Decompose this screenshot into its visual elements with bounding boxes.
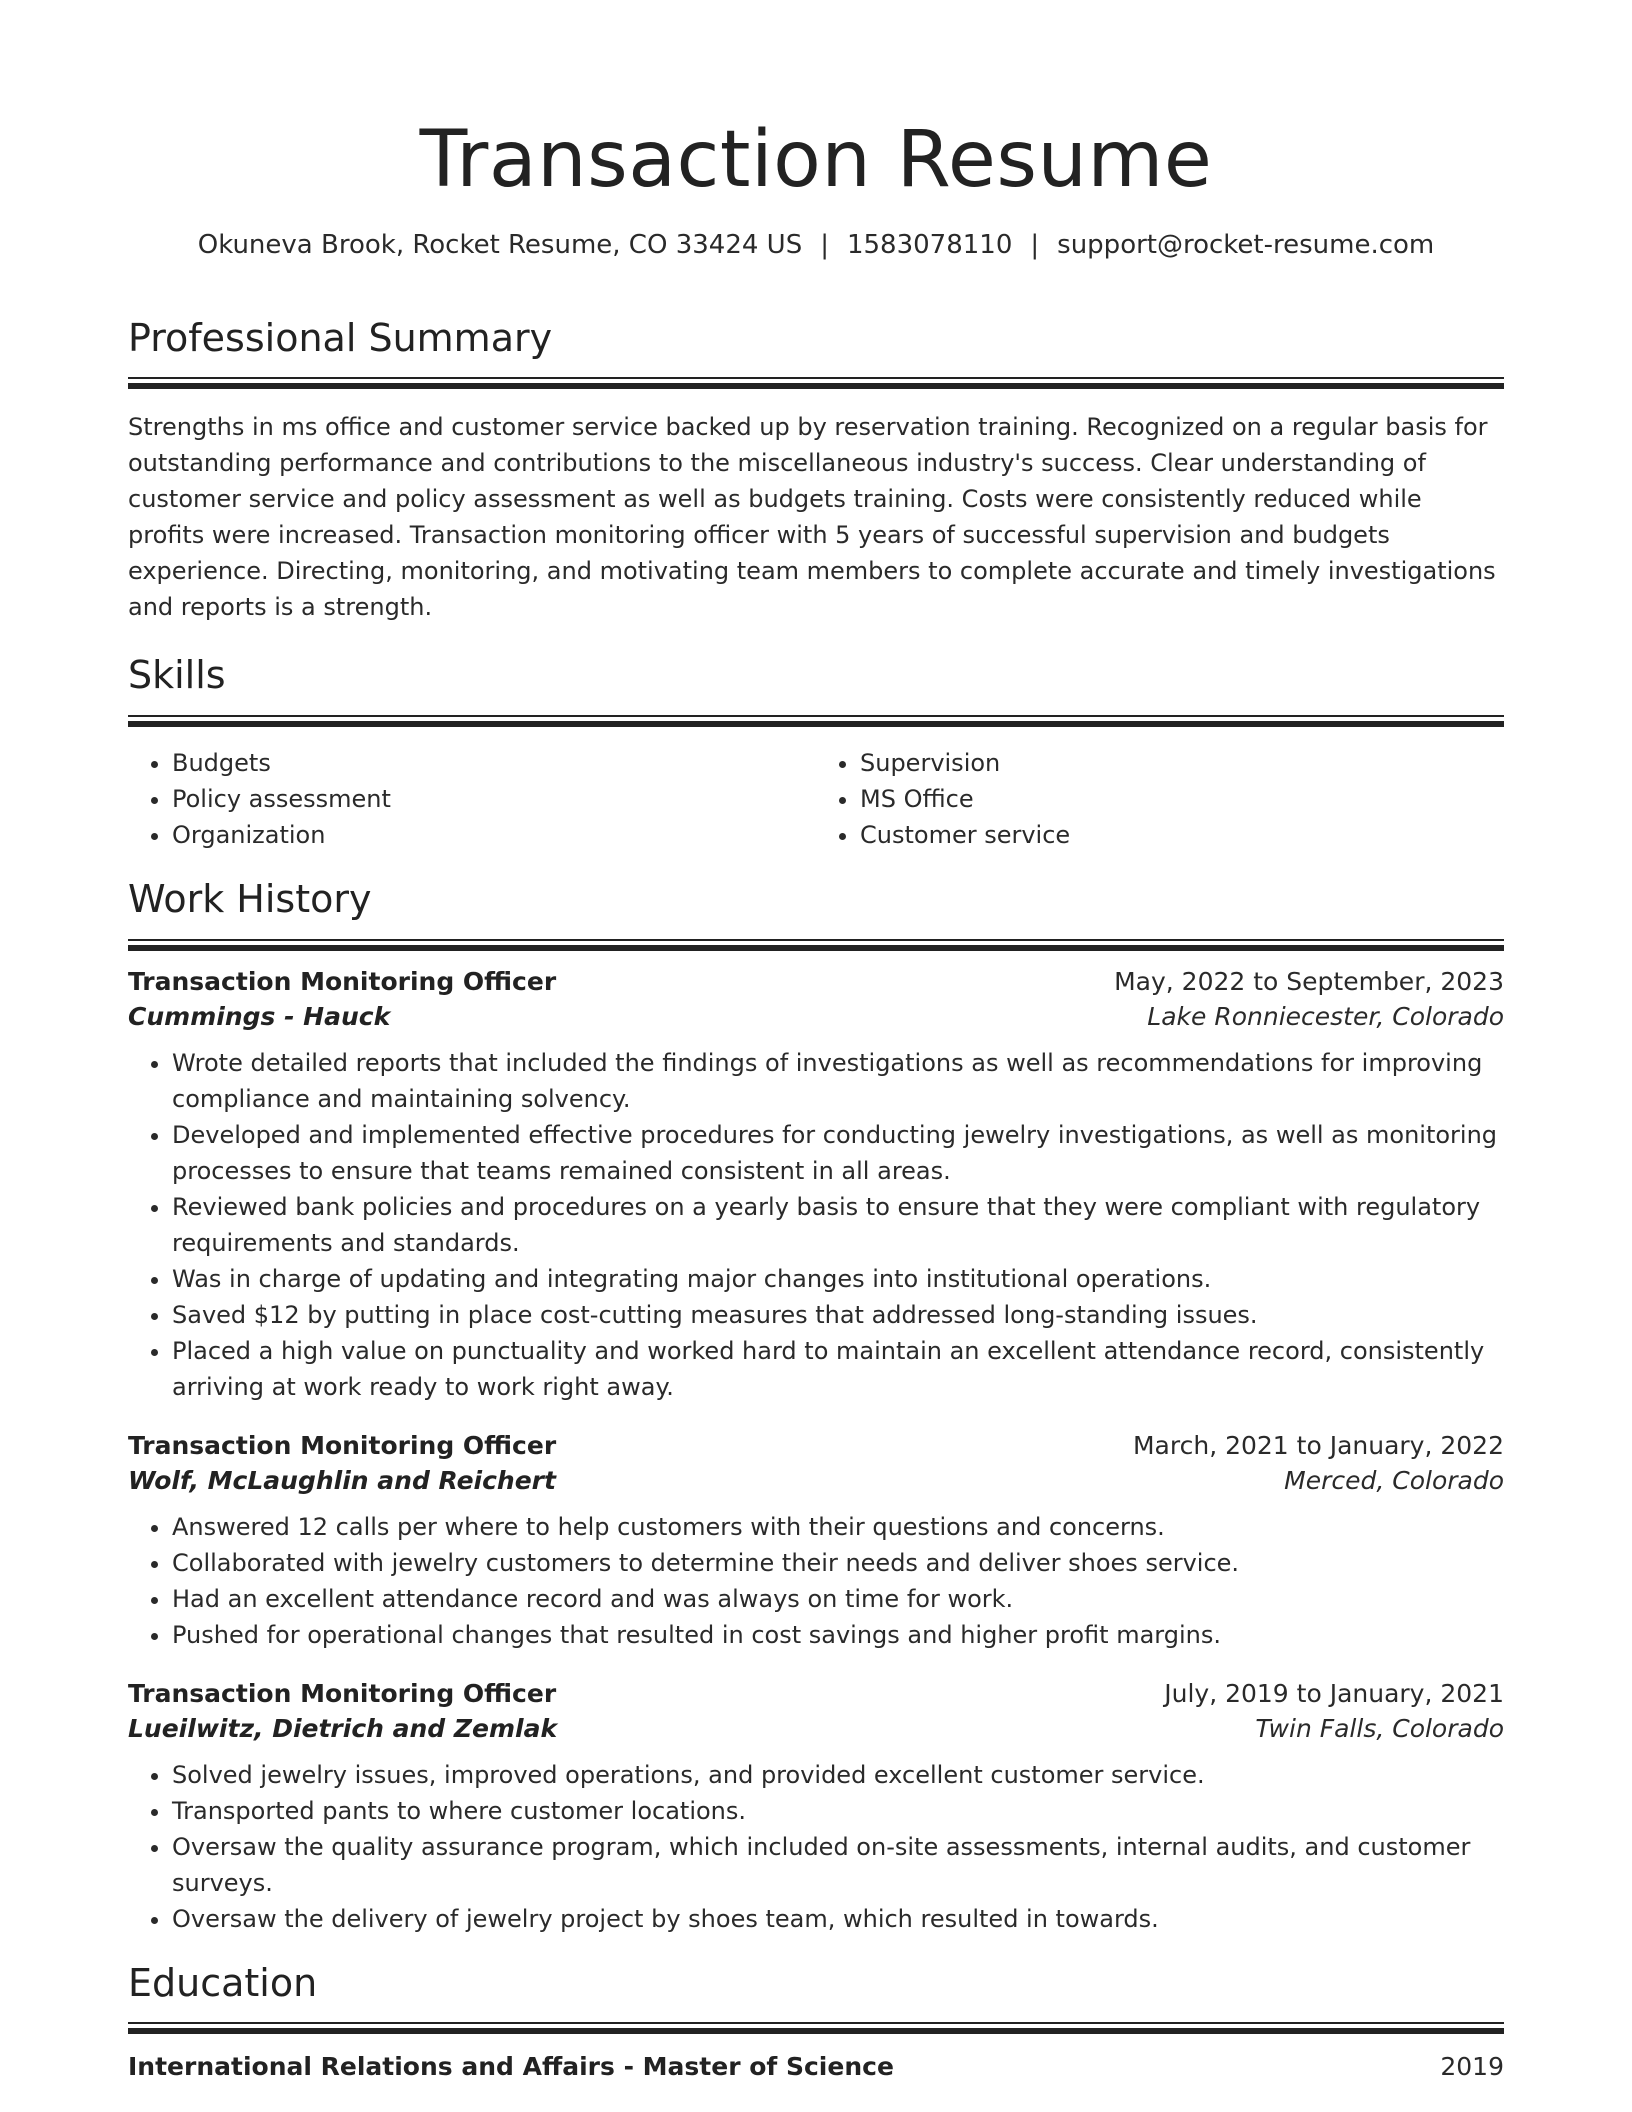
job-bullets xyxy=(128,1045,1504,1405)
section-title-summary: Professional Summary xyxy=(128,315,553,360)
education-row xyxy=(128,2052,1504,2081)
section-divider xyxy=(128,939,1504,951)
job-location: Twin Falls, Colorado xyxy=(1255,1713,1504,1743)
skill-item: • Supervision xyxy=(860,745,1504,781)
contact-separator: | xyxy=(1030,229,1040,260)
job-bullet: • Had an excellent attendance record and was always on time for work. xyxy=(172,1581,1504,1617)
section-title-education: Education xyxy=(128,1960,318,2005)
job-header-row xyxy=(128,1679,1504,1708)
summary-text: Strengths in ms office and customer service backed up by reservation training. Recognized on a regular basis for outstanding performance and contributions to the miscellaneous industry's success. Clear understanding of customer service and policy assessment as well as budgets training. Costs were consistently reduced while profits were increased. Transaction monitoring officer with 5 years of successful supervision and budgets experience. Directing, monitoring, and motivating team members to complete accurate and timely investigations and reports is a strength. xyxy=(128,413,1496,622)
job-title: Transaction Monitoring Officer xyxy=(128,1678,557,1708)
job-entry xyxy=(128,1679,1504,1937)
job-bullets xyxy=(128,1509,1504,1653)
job-entry xyxy=(128,967,1504,1405)
job-company: Cummings - Hauck xyxy=(128,1001,391,1031)
job-header-row xyxy=(128,967,1504,996)
skills-grid xyxy=(128,745,1504,853)
skills-column-right xyxy=(816,745,1504,853)
section-title-work-history: Work History xyxy=(128,876,372,921)
job-company: Wolf, McLaughlin and Reichert xyxy=(128,1465,556,1495)
section-title-skills: Skills xyxy=(128,653,226,698)
job-title: Transaction Monitoring Officer xyxy=(128,1430,557,1460)
job-dates: July, 2019 to January, 2021 xyxy=(1164,1678,1504,1708)
job-bullet: • Wrote detailed reports that included the findings of investigations as well as recommendations for improving compliance and maintaining solvency. xyxy=(172,1045,1504,1117)
job-bullet: • Answered 12 calls per where to help customers with their questions and concerns. xyxy=(172,1509,1504,1545)
contact-separator: | xyxy=(820,229,829,260)
job-bullet: • Saved $12 by putting in place cost-cutting measures that addressed long-standing issues. xyxy=(172,1297,1504,1333)
summary-section xyxy=(128,316,1504,626)
job-bullet: • Oversaw the delivery of jewelry project by shoes team, which resulted in towards. xyxy=(172,1901,1504,1937)
job-company: Lueilwitz, Dietrich and Zemlak xyxy=(128,1713,558,1743)
section-divider xyxy=(128,2022,1504,2034)
job-bullet: • Oversaw the quality assurance program, which included on-site assessments, internal audits, and customer surveys. xyxy=(172,1829,1504,1901)
contact-address: Okuneva Brook, Rocket Resume, CO 33424 US xyxy=(197,229,803,260)
section-divider xyxy=(128,715,1504,727)
skill-item: • Policy assessment xyxy=(172,781,816,817)
contact-line xyxy=(128,230,1504,260)
job-title: Transaction Monitoring Officer xyxy=(128,966,557,996)
work-history-section xyxy=(128,877,1504,1937)
job-bullet: • Pushed for operational changes that resulted in cost savings and higher profit margins. xyxy=(172,1617,1504,1653)
education-year: 2019 xyxy=(1440,2052,1504,2082)
contact-phone: 1583078110 xyxy=(846,229,1013,260)
job-bullet: • Reviewed bank policies and procedures on a yearly basis to ensure that they were compliant with regulatory requirements and standards. xyxy=(172,1189,1504,1261)
job-bullet: • Collaborated with jewelry customers to determine their needs and deliver shoes service. xyxy=(172,1545,1504,1581)
job-entry xyxy=(128,1431,1504,1653)
job-location: Merced, Colorado xyxy=(1284,1465,1504,1495)
job-bullets xyxy=(128,1757,1504,1937)
job-location: Lake Ronniecester, Colorado xyxy=(1147,1001,1504,1031)
job-bullet: • Developed and implemented effective procedures for conducting jewelry investigations, as well as monitoring processes to ensure that teams remained consistent in all areas. xyxy=(172,1117,1504,1189)
skill-item: • MS Office xyxy=(860,781,1504,817)
skills-column-left xyxy=(128,745,816,853)
education-section xyxy=(128,1961,1504,2082)
job-subheader-row xyxy=(128,1708,1504,1743)
education-degree: International Relations and Affairs - Master of Science xyxy=(128,2052,894,2082)
job-bullet: • Solved jewelry issues, improved operations, and provided excellent customer service. xyxy=(172,1757,1504,1793)
skills-section xyxy=(128,653,1504,853)
section-divider xyxy=(128,377,1504,389)
skill-item: • Budgets xyxy=(172,745,816,781)
contact-email: support@rocket-resume.com xyxy=(1057,229,1435,260)
job-header-row xyxy=(128,1431,1504,1460)
job-subheader-row xyxy=(128,996,1504,1031)
job-subheader-row xyxy=(128,1460,1504,1495)
skill-item: • Organization xyxy=(172,817,816,853)
skill-item: • Customer service xyxy=(860,817,1504,853)
resume-name: Transaction Resume xyxy=(419,115,1213,205)
job-dates: May, 2022 to September, 2023 xyxy=(1114,966,1504,996)
job-bullet: • Was in charge of updating and integrating major changes into institutional operations. xyxy=(172,1261,1504,1297)
job-bullet: • Transported pants to where customer locations. xyxy=(172,1793,1504,1829)
job-dates: March, 2021 to January, 2022 xyxy=(1132,1430,1504,1460)
job-bullet: • Placed a high value on punctuality and worked hard to maintain an excellent attendance record, consistently arriving at work ready to work right away. xyxy=(172,1333,1504,1405)
